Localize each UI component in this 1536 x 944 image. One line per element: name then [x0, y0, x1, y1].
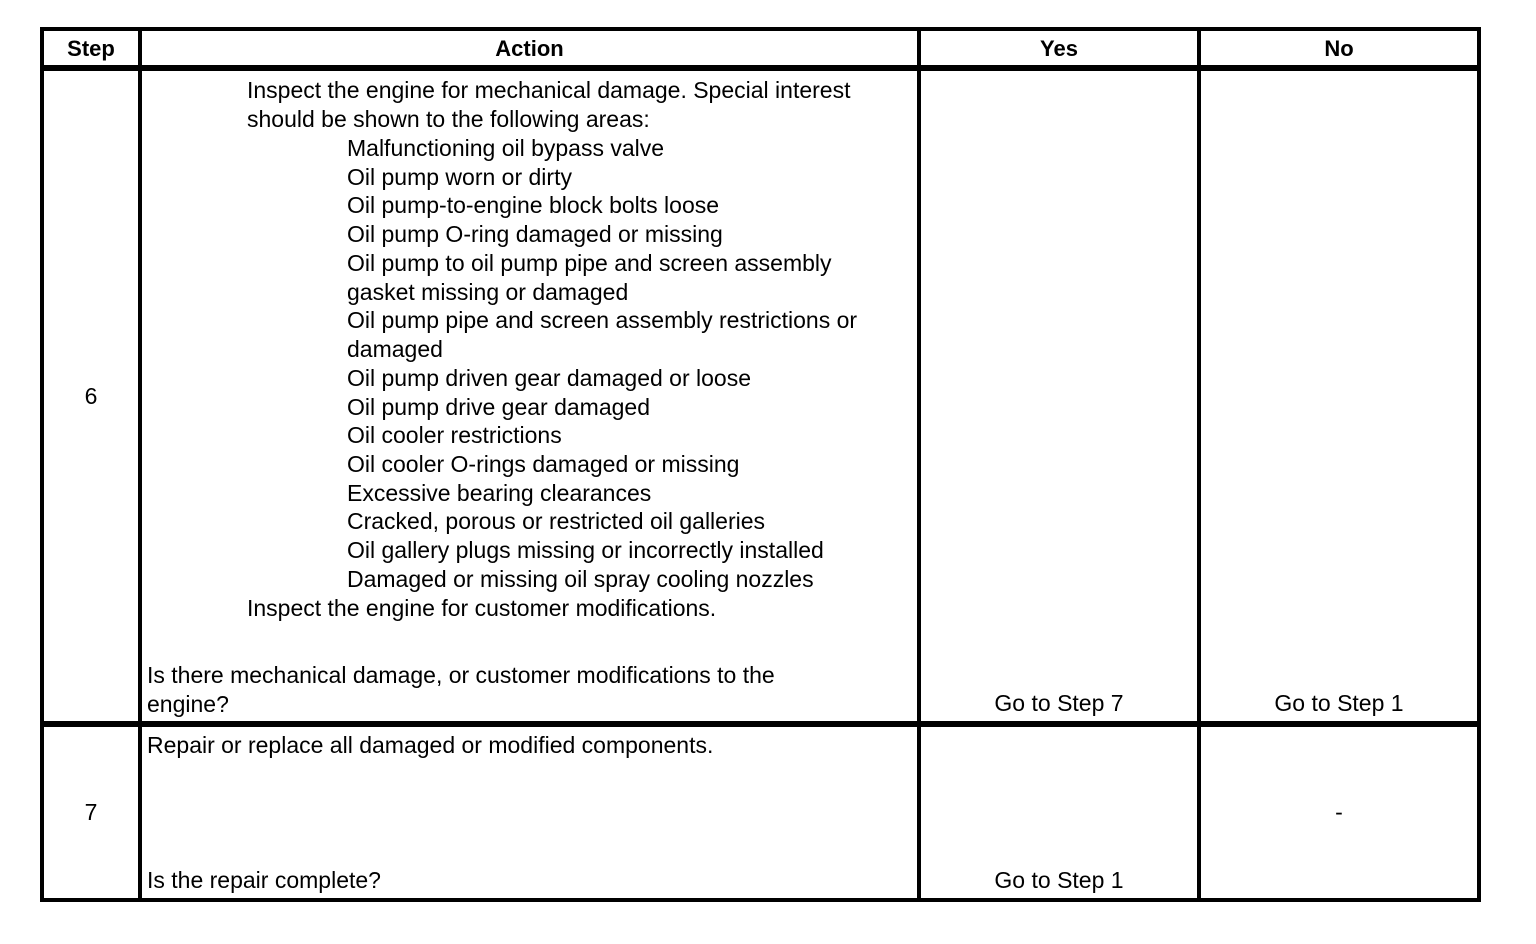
- no-outcome: Go to Step 1: [1274, 690, 1404, 716]
- question-line: Is the repair complete?: [147, 867, 381, 893]
- action-intro-line: Inspect the engine for mechanical damage. Special interest: [247, 77, 851, 103]
- header-no: No: [1324, 36, 1354, 61]
- column-divider-yes: [1197, 27, 1201, 902]
- diagnostic-table: [40, 27, 1481, 902]
- inspection-item: Oil cooler O-rings damaged or missing: [347, 451, 740, 477]
- inspection-item: Damaged or missing oil spray cooling nozzles: [347, 566, 814, 592]
- inspection-item: Oil pump to oil pump pipe and screen assembly: [347, 250, 832, 276]
- inspection-item: Malfunctioning oil bypass valve: [347, 135, 665, 161]
- action-text: Repair or replace all damaged or modified components.: [147, 732, 714, 758]
- column-divider-step: [138, 27, 142, 902]
- inspection-item: Oil pump pipe and screen assembly restrictions or: [347, 307, 858, 333]
- yes-outcome: Go to Step 7: [994, 690, 1124, 716]
- row-divider: [40, 721, 1481, 727]
- inspection-item: Oil pump drive gear damaged: [347, 394, 650, 420]
- yes-outcome: Go to Step 1: [994, 867, 1124, 893]
- inspection-item: Oil gallery plugs missing or incorrectly installed: [347, 537, 824, 563]
- action-intro-line: should be shown to the following areas:: [247, 106, 650, 132]
- question-line: Is there mechanical damage, or customer modifications to the: [147, 662, 775, 688]
- inspection-item: Oil pump driven gear damaged or loose: [347, 365, 752, 391]
- inspection-item: Oil pump O-ring damaged or missing: [347, 221, 723, 247]
- inspection-item: gasket missing or damaged: [347, 279, 629, 305]
- inspection-item: Excessive bearing clearances: [347, 480, 652, 506]
- action-outro: Inspect the engine for customer modifications.: [247, 595, 717, 621]
- inspection-item: damaged: [347, 336, 443, 362]
- table-border-bottom: [40, 898, 1481, 902]
- step-number: 7: [84, 799, 98, 825]
- column-divider-action: [917, 27, 921, 902]
- header-action: Action: [495, 36, 564, 61]
- inspection-item: Oil pump-to-engine block bolts loose: [347, 192, 720, 218]
- table-border-right: [1477, 27, 1481, 902]
- table-border-left: [40, 27, 44, 902]
- inspection-item: Cracked, porous or restricted oil galleries: [347, 508, 766, 534]
- header-step: Step: [67, 36, 115, 61]
- header-yes: Yes: [1040, 36, 1078, 61]
- question-line: engine?: [147, 691, 229, 717]
- step-number: 6: [84, 383, 98, 409]
- inspection-item: Oil pump worn or dirty: [347, 164, 572, 190]
- inspection-item: Oil cooler restrictions: [347, 422, 562, 448]
- no-outcome: -: [1335, 799, 1343, 825]
